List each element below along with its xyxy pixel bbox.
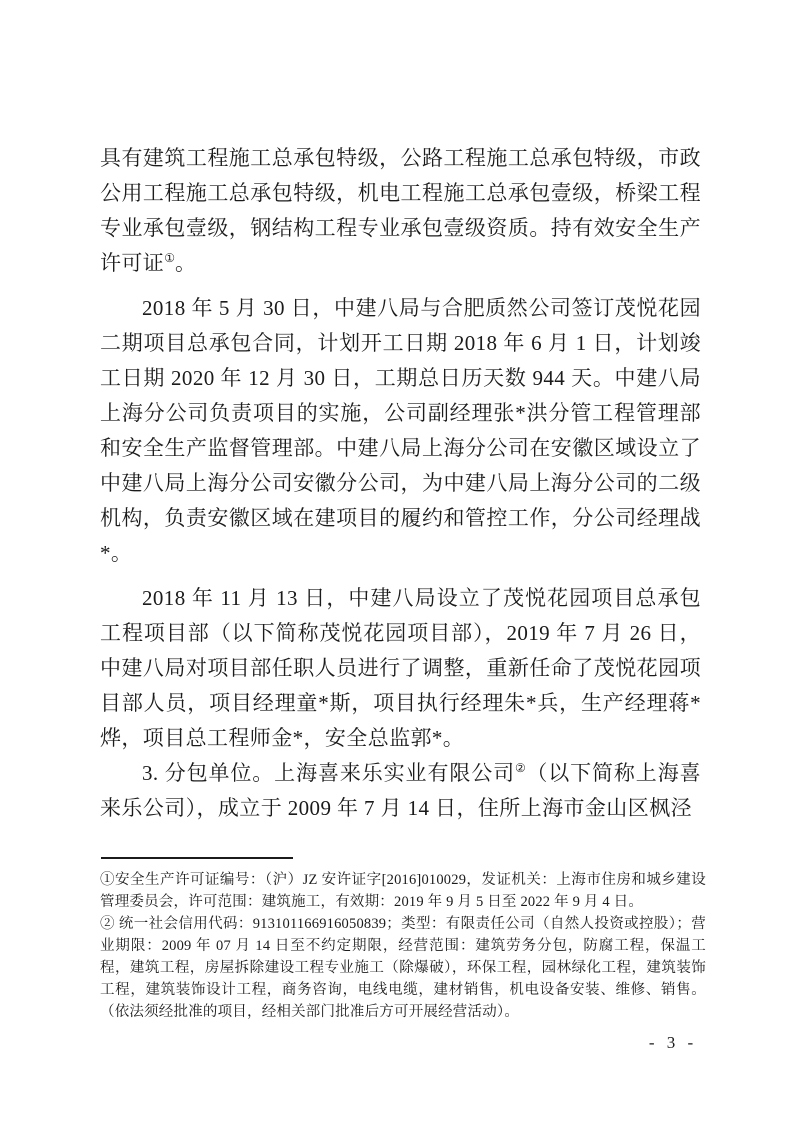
footnote-reference-mark: ② [515, 761, 527, 775]
paragraph-text: （以下简称上海喜来乐公司），成立于 2009 年 7 月 14 日，住所上海市金山区枫泾 [100, 761, 701, 820]
footnote-item: ② 统一社会信用代码：913101166916050839；类型：有限责任公司（自然人投资或控股）；营业期限：2009 年 07 月 14 日至不约定期限，经营范围：建筑劳务分包，防腐工程，保温工程，建筑工程，房屋拆除建设工程专业施工（除爆破），环保工程，园林绿化工程，建筑装饰工程，建筑装饰设计工程，商务咨询，电线电缆，建材销售，机电设备安装、维修、销售。（依法须经批准的项目，经相关部门批准后方可开展经营活动）。 [100, 916, 706, 1020]
footnote-item: ①安全生产许可证编号：（沪）JZ 安许证字[2016]010029，发证机关：上海市住房和城乡建设管理委员会，许可范围：建筑施工，有效期：2019 年 9 月 5 日至 2022 年 9 月 4 日。 [100, 872, 706, 910]
footnote-separator [101, 857, 293, 859]
paragraph-text: 3. 分包单位。上海喜来乐实业有限公司 [142, 761, 516, 785]
paragraph-text: 2018 年 5 月 30 日，中建八局与合肥质然公司签订茂悦花园二期项目总承包合同，计划开工日期 2018 年 6 月 1 日，计划竣工日期 2020 年 12 月 30 日，工期总日历天数 944 天。中建八局上海分公司负责项目的实施，公司副经理张*洪分管工程管理部和安全生产监督管理部。中建八局上海分公司在安徽区域设立了中建八局上海分公司安徽分公司，为中建八局上海分公司的二级机构，负责安徽区域在建项目的履约和管控工作，分公司经理战*。 [100, 296, 701, 565]
footnotes [100, 869, 706, 1023]
footnote-reference-mark: ① [164, 251, 175, 265]
body-paragraph [100, 141, 701, 281]
page-number: - 3 - [648, 1033, 698, 1052]
body-paragraph [100, 291, 701, 571]
paragraph-text: 。 [174, 251, 197, 275]
paragraph-text: 具有建筑工程施工总承包特级，公路工程施工总承包特级，市政公用工程施工总承包特级，机电工程施工总承包壹级，桥梁工程专业承包壹级，钢结构工程专业承包壹级资质。持有效安全生产许可证 [100, 146, 701, 275]
paragraph-text: 2018 年 11 月 13 日，中建八局设立了茂悦花园项目总承包工程项目部（以下简称茂悦花园项目部），2019 年 7 月 26 日，中建八局对项目部任职人员进行了调整，重新任命了茂悦花园项目部人员，项目经理童*斯，项目执行经理朱*兵，生产经理蒋*烨，项目总工程师金*，安全总监郭*。 [100, 586, 701, 750]
body-text [100, 141, 701, 826]
body-paragraph [100, 581, 701, 756]
body-paragraph [100, 756, 701, 826]
